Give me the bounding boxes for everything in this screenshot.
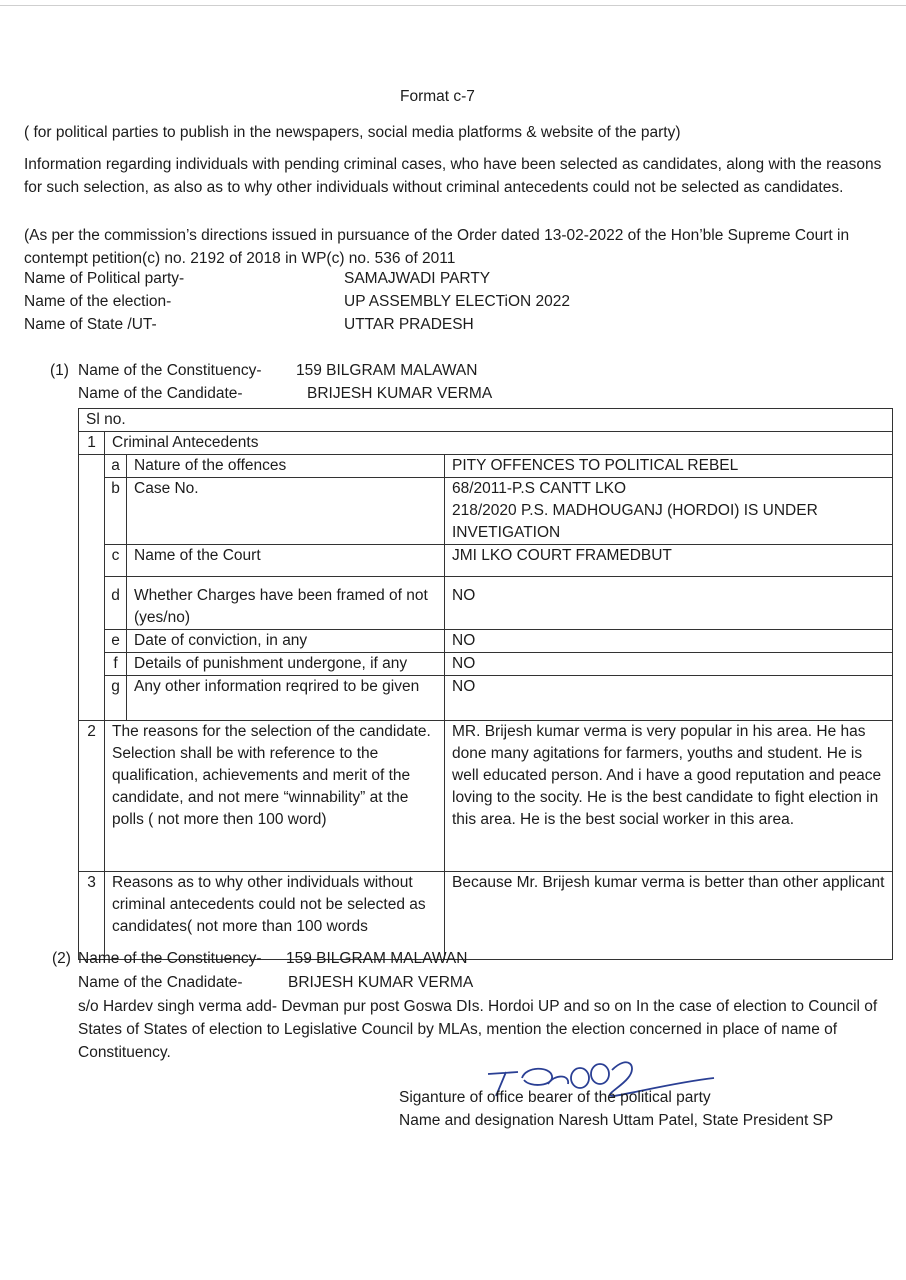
selection-reasons-value: MR. Brijesh kumar verma is very popular in his area. He has done many agitations for farmers, youths and student. He is well educated person. And i have a good reputation and peace loving to the socity. He is the best candidate to fight election in this area. He is the best social worker in this area. [445, 721, 893, 872]
directions-paragraph: (As per the commission’s directions issued in pursuance of the Order dated 13-02-2022 of the Hon’ble Supreme Court in contempt petition(c) no. 2192 of 2018 in WP(c) no. 536 of 2011 [24, 227, 850, 267]
constituency-value: 159 BILGRAM MALAWAN [296, 362, 478, 379]
row-label: Any other information reqrired to be given [127, 676, 445, 721]
format-title: Format c-7 [400, 88, 475, 105]
row-letter: b [105, 478, 127, 545]
row-label: Nature of the offences [127, 455, 445, 478]
row-letter: g [105, 676, 127, 721]
row-value: NO [445, 577, 893, 630]
candidate-value: BRIJESH KUMAR VERMA [288, 974, 474, 991]
row-number: 1 [79, 432, 105, 455]
row-value: NO [445, 653, 893, 676]
row-value: NO [445, 676, 893, 721]
row-value: NO [445, 630, 893, 653]
election-name-label: Name of the election- [24, 293, 172, 310]
section-1-number: (1) [50, 362, 69, 379]
criminal-antecedents-table [78, 408, 893, 960]
selection-reasons-label: The reasons for the selection of the candidate. Selection shall be with reference to the qualification, achievements and merit of the candidate, and not mere “winnability” at the polls ( not more then 100 word) [105, 721, 445, 872]
row-letter: c [105, 545, 127, 577]
row-number: 3 [79, 872, 105, 960]
row-label: Case No. [127, 478, 445, 545]
table-row [79, 630, 893, 653]
row-letter: e [105, 630, 127, 653]
sl-no-header: Sl no. [79, 409, 893, 432]
row-number: 2 [79, 721, 105, 872]
party-name-value: SAMAJWADI PARTY [344, 270, 491, 287]
table-row [79, 577, 893, 630]
state-name-label: Name of State /UT- [24, 316, 157, 333]
candidate-value: BRIJESH KUMAR VERMA [307, 385, 493, 402]
constituency-label: Name of the Constituency- [78, 362, 262, 379]
table-row [79, 721, 893, 872]
table-header-row [79, 409, 893, 432]
party-name-label: Name of Political party- [24, 270, 185, 287]
scan-edge-line [0, 5, 906, 6]
signature-label: Siganture of office bearer of the political party [399, 1089, 711, 1106]
row-value: PITY OFFENCES TO POLITICAL REBEL [445, 455, 893, 478]
section-2-number: (2) [52, 950, 71, 967]
election-name-value: UP ASSEMBLY ELECTiON 2022 [344, 293, 571, 310]
constituency-label: Name of the Constituency- [78, 950, 262, 967]
table-row [79, 872, 893, 960]
row-value: JMI LKO COURT FRAMEDBUT [445, 545, 893, 577]
table-row [79, 545, 893, 577]
candidate-label: Name of the Candidate- [78, 385, 243, 402]
table-row [79, 455, 893, 478]
row-number-spacer [79, 455, 105, 721]
table-row [79, 653, 893, 676]
row-label: Date of conviction, in any [127, 630, 445, 653]
table-row [79, 478, 893, 545]
constituency-value: 159 BILGRAM MALAWAN [286, 950, 468, 967]
table-row [79, 676, 893, 721]
criminal-antecedents-title: Criminal Antecedents [105, 432, 893, 455]
row-label: Whether Charges have been framed of not (yes/no) [127, 577, 445, 630]
row-letter: d [105, 577, 127, 630]
row-label: Name of the Court [127, 545, 445, 577]
designation-text: Name and designation Naresh Uttam Patel, State President SP [399, 1112, 834, 1129]
other-individuals-label: Reasons as to why other individuals without criminal antecedents could not be selected as candidates( not more than 100 words [105, 872, 445, 960]
intro-paragraph: Information regarding individuals with pending criminal cases, who have been selected as candidates, along with the reasons for such selection, as also as to why other individuals without criminal antecedents could not be selected as candidates. [24, 156, 882, 196]
row-value: 68/2011-P.S CANTT LKO 218/2020 P.S. MADHOUGANJ (HORDOI) IS UNDER INVETIGATION [445, 478, 893, 545]
other-individuals-value: Because Mr. Brijesh kumar verma is better than other applicant [445, 872, 893, 960]
row-letter: a [105, 455, 127, 478]
candidate-label: Name of the Cnadidate- [78, 974, 243, 991]
section-2-note: s/o Hardev singh verma add- Devman pur post Goswa DIs. Hordoi UP and so on In the case of election to Council of States of States of election to Legislative Council by MLAs, mention the election concerned in place of name of Constituency. [78, 998, 878, 1061]
row-label: Details of punishment undergone, if any [127, 653, 445, 676]
row-letter: f [105, 653, 127, 676]
state-name-value: UTTAR PRADESH [344, 316, 474, 333]
subtitle: ( for political parties to publish in the newspapers, social media platforms & website of the party) [24, 124, 681, 141]
table-row [79, 432, 893, 455]
